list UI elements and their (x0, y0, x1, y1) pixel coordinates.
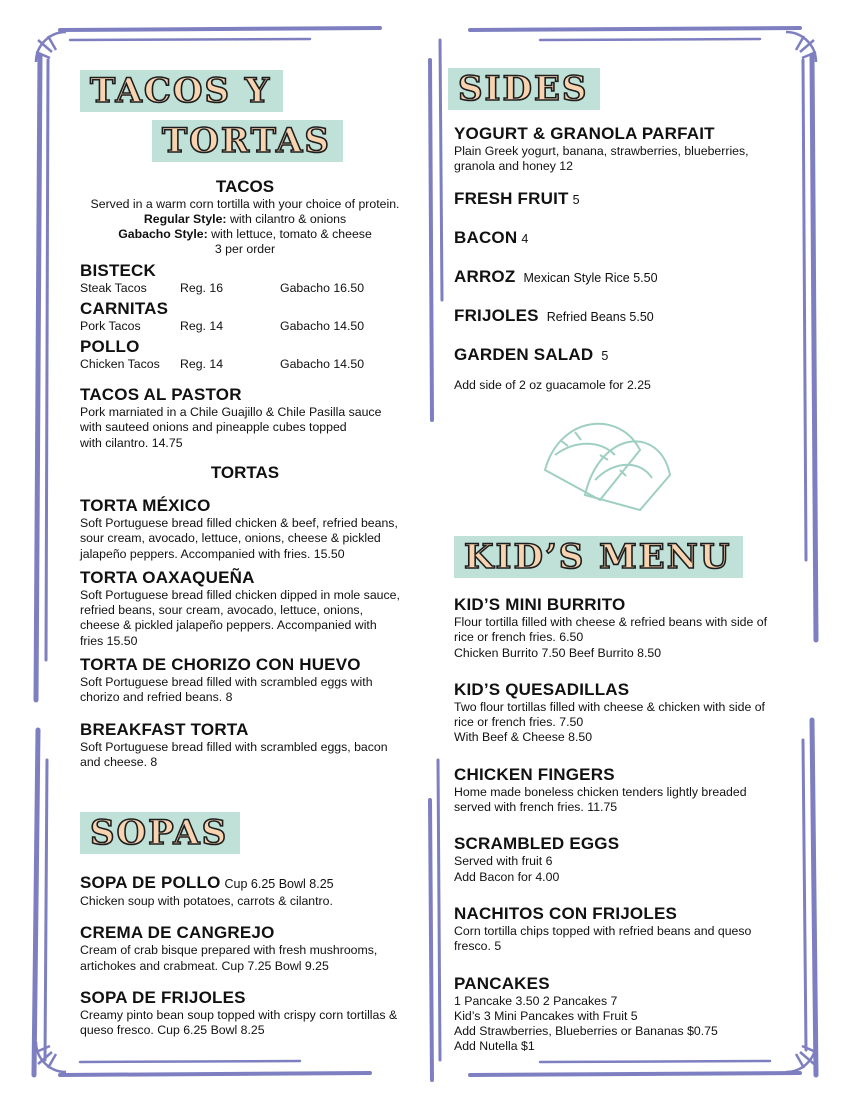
list-item: SOPA DE FRIJOLES Creamy pinto bean soup topped with crispy corn tortillas & queso fresco. Cup 6.25 Bowl 8.25 (80, 987, 398, 1038)
list-item: TORTA DE CHORIZO CON HUEVO Soft Portuguese bread filled with scrambled eggs with chorizo and refried beans. 8 (80, 655, 373, 705)
list-item: TORTA OAXAQUEÑA Soft Portuguese bread filled chicken dipped in mole sauce, refried beans, sour cream, avocado, lettuce, onions, cheese & pickled jalapeño peppers. Accompanied with fries 15.50 (80, 567, 400, 648)
sides-list (454, 124, 794, 393)
list-item: CARNITAS Pork Tacos Reg. 14 Gabacho 14.50 (80, 299, 365, 333)
sopas-banner: SOPAS (80, 812, 240, 854)
list-item: FRIJOLES Refried Beans 5.50 (454, 305, 654, 325)
sides-banner: SIDES (448, 68, 600, 110)
list-item: CHICKEN FINGERS Home made boneless chicken tenders lightly breaded served with french fries. 11.75 (454, 764, 747, 815)
guacamole-note: Add side of 2 oz guacamole for 2.25 (454, 377, 651, 392)
list-item: GARDEN SALAD 5 (454, 344, 609, 364)
list-item: PANCAKES 1 Pancake 3.50 2 Pancakes 7 Kid’s 3 Mini Pancakes with Fruit 5 Add Strawberries, Blueberries or Bananas $0.75 Add Nutella $1 (454, 973, 718, 1054)
tortas-heading: TORTAS (210, 463, 280, 482)
list-item: SCRAMBLED EGGS Served with fruit 6 Add Bacon for 4.00 (454, 834, 620, 884)
list-item: POLLO Chicken Tacos Reg. 14 Gabacho 14.50 (80, 337, 365, 371)
list-item: SOPA DE POLLO Cup 6.25 Bowl 8.25 Chicken soup with potatoes, carrots & cilantro. (80, 873, 334, 908)
list-item: KID’S MINI BURRITO Flour tortilla filled with cheese & refried beans with side of rice or french fries. 6.50 Chicken Burrito 7.50 Beef Burrito 8.50 (454, 595, 768, 660)
list-item: ARROZ Mexican Style Rice 5.50 (454, 266, 658, 286)
kids-list (454, 595, 794, 1055)
taco-items (80, 261, 410, 372)
list-item: FRESH FRUIT 5 (454, 188, 580, 208)
tacos-heading: TACOS (215, 177, 275, 196)
list-item: BISTECK Steak Tacos Reg. 16 Gabacho 16.50 (80, 261, 365, 295)
list-item: TORTA MÉXICO Soft Portuguese bread filled chicken & beef, refried beans, sour cream, avocado, lettuce, onions, cheese & pickled jalapeño peppers. Accompanied with fries. 15.50 (80, 496, 398, 561)
list-item: BACON 4 (454, 227, 529, 247)
tacos-tortas-banner-line2: TORTAS (152, 120, 343, 162)
sopas-list (80, 873, 420, 1038)
tacos-tortas-banner-line1: TACOS Y (80, 70, 283, 112)
list-item: NACHITOS CON FRIJOLES Corn tortilla chips topped with refried beans and queso fresco. 5 (454, 903, 752, 954)
list-item: BREAKFAST TORTA Soft Portuguese bread filled with scrambled eggs, bacon and cheese. 8 (80, 719, 388, 769)
tortas-list (80, 496, 420, 770)
tacos-notes: Served in a warm corn tortilla with your choice of protein. Regular Style: with cilantro & onions Gabacho Style: with lettuce, tomato & cheese 3 per order (90, 197, 400, 256)
list-item: KID’S QUESADILLAS Two flour tortillas filled with cheese & chicken with side of rice or french fries. 7.50 With Beef & Cheese 8.50 (454, 679, 765, 745)
list-item: YOGURT & GRANOLA PARFAIT Plain Greek yogurt, banana, strawberries, blueberries, granola and honey 12 (454, 124, 749, 174)
kids-menu-banner: KID’S MENU (454, 536, 743, 578)
list-item: CREMA DE CANGREJO Cream of crab bisque prepared with fresh mushrooms, artichokes and crabmeat. Cup 7.25 Bowl 9.25 (80, 923, 378, 973)
taco-illustration-icon (545, 424, 670, 510)
list-item: TACOS AL PASTOR Pork marniated in a Chile Guajillo & Chile Pasilla sauce with sauteed onions and pineapple cubes topped with cilantro. 14.75 (80, 385, 382, 450)
